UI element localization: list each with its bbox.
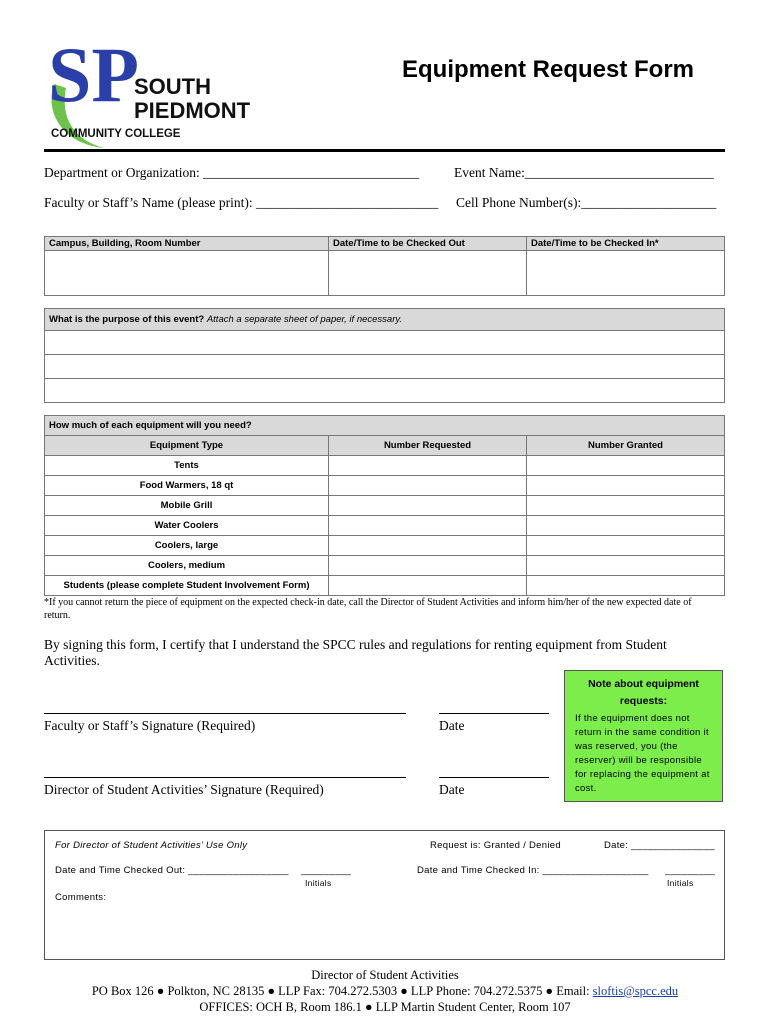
logo-letters: SP <box>48 31 140 118</box>
department-field[interactable]: Department or Organization: ________________________________ <box>44 165 420 180</box>
equipment-prompt: How much of each equipment will you need? <box>45 416 725 436</box>
number-requested-cell[interactable] <box>329 536 527 556</box>
location-table <box>44 236 725 296</box>
header-equipment-type: Equipment Type <box>45 436 329 456</box>
checked-out-field[interactable]: Date and Time Checked Out: __________________ <box>55 865 289 876</box>
checked-out-initials-label: Initials <box>305 878 332 888</box>
purpose-line-3[interactable] <box>45 379 725 403</box>
equipment-note-box <box>564 670 723 802</box>
faculty-date-label: Date <box>439 718 465 733</box>
purpose-label: What is the purpose of this event? <box>49 314 205 325</box>
logo-line-piedmont: PIEDMONT <box>134 98 251 123</box>
number-requested-cell[interactable] <box>329 456 527 476</box>
purpose-header <box>45 309 725 331</box>
table-row <box>45 476 725 496</box>
admin-date-field[interactable]: Date: _______________ <box>604 840 715 851</box>
director-date-label: Date <box>439 782 465 797</box>
number-requested-cell[interactable] <box>329 576 527 596</box>
header-checked-out: Date/Time to be Checked Out <box>329 237 527 251</box>
table-row <box>45 456 725 476</box>
purpose-hint: Attach a separate sheet of paper, if necessary. <box>206 314 403 325</box>
event-name-field[interactable]: Event Name:____________________________ <box>454 165 714 180</box>
form-title: Equipment Request Form <box>402 56 695 83</box>
header-number-requested: Number Requested <box>329 436 527 456</box>
number-requested-cell[interactable] <box>329 516 527 536</box>
header-number-granted: Number Granted <box>527 436 725 456</box>
checked-out-cell[interactable] <box>329 251 527 296</box>
cell-phone-field[interactable]: Cell Phone Number(s):____________________ <box>456 195 717 210</box>
number-granted-cell[interactable] <box>527 496 725 516</box>
number-granted-cell[interactable] <box>527 456 725 476</box>
number-requested-cell[interactable] <box>329 556 527 576</box>
number-requested-cell[interactable] <box>329 476 527 496</box>
logo-line-south: SOUTH <box>134 74 211 99</box>
faculty-date-line[interactable] <box>439 713 549 714</box>
director-date-line[interactable] <box>439 777 549 778</box>
footer-contact-line <box>0 984 770 999</box>
admin-heading: For Director of Student Activities’ Use Only <box>55 840 248 851</box>
checked-in-initials-label: Initials <box>667 878 694 888</box>
director-use-only-box <box>44 830 725 960</box>
table-row <box>45 496 725 516</box>
title-divider <box>44 149 725 152</box>
comments-label[interactable]: Comments: <box>55 892 107 903</box>
return-footnote: *If you cannot return the piece of equipment on the expected check-in date, call the Director of Student Activities and inform him/her of the new expected date of return. <box>44 597 692 621</box>
footer-offices-line: OFFICES: OCH B, Room 186.1 ● LLP Martin Student Center, Room 107 <box>199 1000 571 1014</box>
equipment-type: Coolers, medium <box>45 556 329 576</box>
table-row <box>45 516 725 536</box>
equipment-type: Water Coolers <box>45 516 329 536</box>
director-signature-line[interactable] <box>44 777 406 778</box>
table-row <box>45 536 725 556</box>
faculty-name-field[interactable]: Faculty or Staff’s Name (please print): ___________________________ <box>44 195 439 210</box>
director-signature-label: Director of Student Activities’ Signature (Required) <box>44 782 324 797</box>
checked-in-cell[interactable] <box>527 251 725 296</box>
checked-out-initials-field[interactable]: _________ <box>301 865 352 876</box>
checked-in-field[interactable]: Date and Time Checked In: ___________________ <box>417 865 649 876</box>
faculty-signature-line[interactable] <box>44 713 406 714</box>
number-requested-cell[interactable] <box>329 496 527 516</box>
equipment-type: Students (please complete Student Involvement Form) <box>45 576 329 596</box>
footer-email-link[interactable]: sloftis@spcc.edu <box>592 984 679 998</box>
equipment-type: Food Warmers, 18 qt <box>45 476 329 496</box>
number-granted-cell[interactable] <box>527 556 725 576</box>
equipment-type: Coolers, large <box>45 536 329 556</box>
logo-line-community-college: COMMUNITY COLLEGE <box>51 128 181 140</box>
purpose-line-1[interactable] <box>45 331 725 355</box>
number-granted-cell[interactable] <box>527 576 725 596</box>
footer-office-name: Director of Student Activities <box>311 968 459 982</box>
number-granted-cell[interactable] <box>527 476 725 496</box>
note-body: If the equipment does not return in the same condition it was reserved, you (the reserver) will be responsible for replacing the equipment at cost. <box>575 713 710 794</box>
certification-statement: By signing this form, I certify that I understand the SPCC rules and regulations for renting equipment from Student Activities. <box>44 637 667 668</box>
request-status[interactable]: Request is: Granted / Denied <box>430 840 561 851</box>
college-logo <box>44 31 251 146</box>
equipment-type: Mobile Grill <box>45 496 329 516</box>
faculty-signature-label: Faculty or Staff’s Signature (Required) <box>44 718 256 733</box>
header-checked-in: Date/Time to be Checked In* <box>527 237 725 251</box>
note-title: Note about equipment requests: <box>588 678 699 707</box>
footer-contact-text: PO Box 126 ● Polkton, NC 28135 ● LLP Fax: 704.272.5303 ● LLP Phone: 704.272.5375 ● Email: <box>91 984 593 998</box>
number-granted-cell[interactable] <box>527 536 725 556</box>
equipment-type: Tents <box>45 456 329 476</box>
purpose-table <box>44 308 725 403</box>
checked-in-initials-field[interactable]: _________ <box>665 865 716 876</box>
table-row <box>45 556 725 576</box>
number-granted-cell[interactable] <box>527 516 725 536</box>
header-campus-building-room: Campus, Building, Room Number <box>45 237 329 251</box>
equipment-table <box>44 415 725 596</box>
campus-building-room-cell[interactable] <box>45 251 329 296</box>
purpose-line-2[interactable] <box>45 355 725 379</box>
table-row <box>45 576 725 596</box>
